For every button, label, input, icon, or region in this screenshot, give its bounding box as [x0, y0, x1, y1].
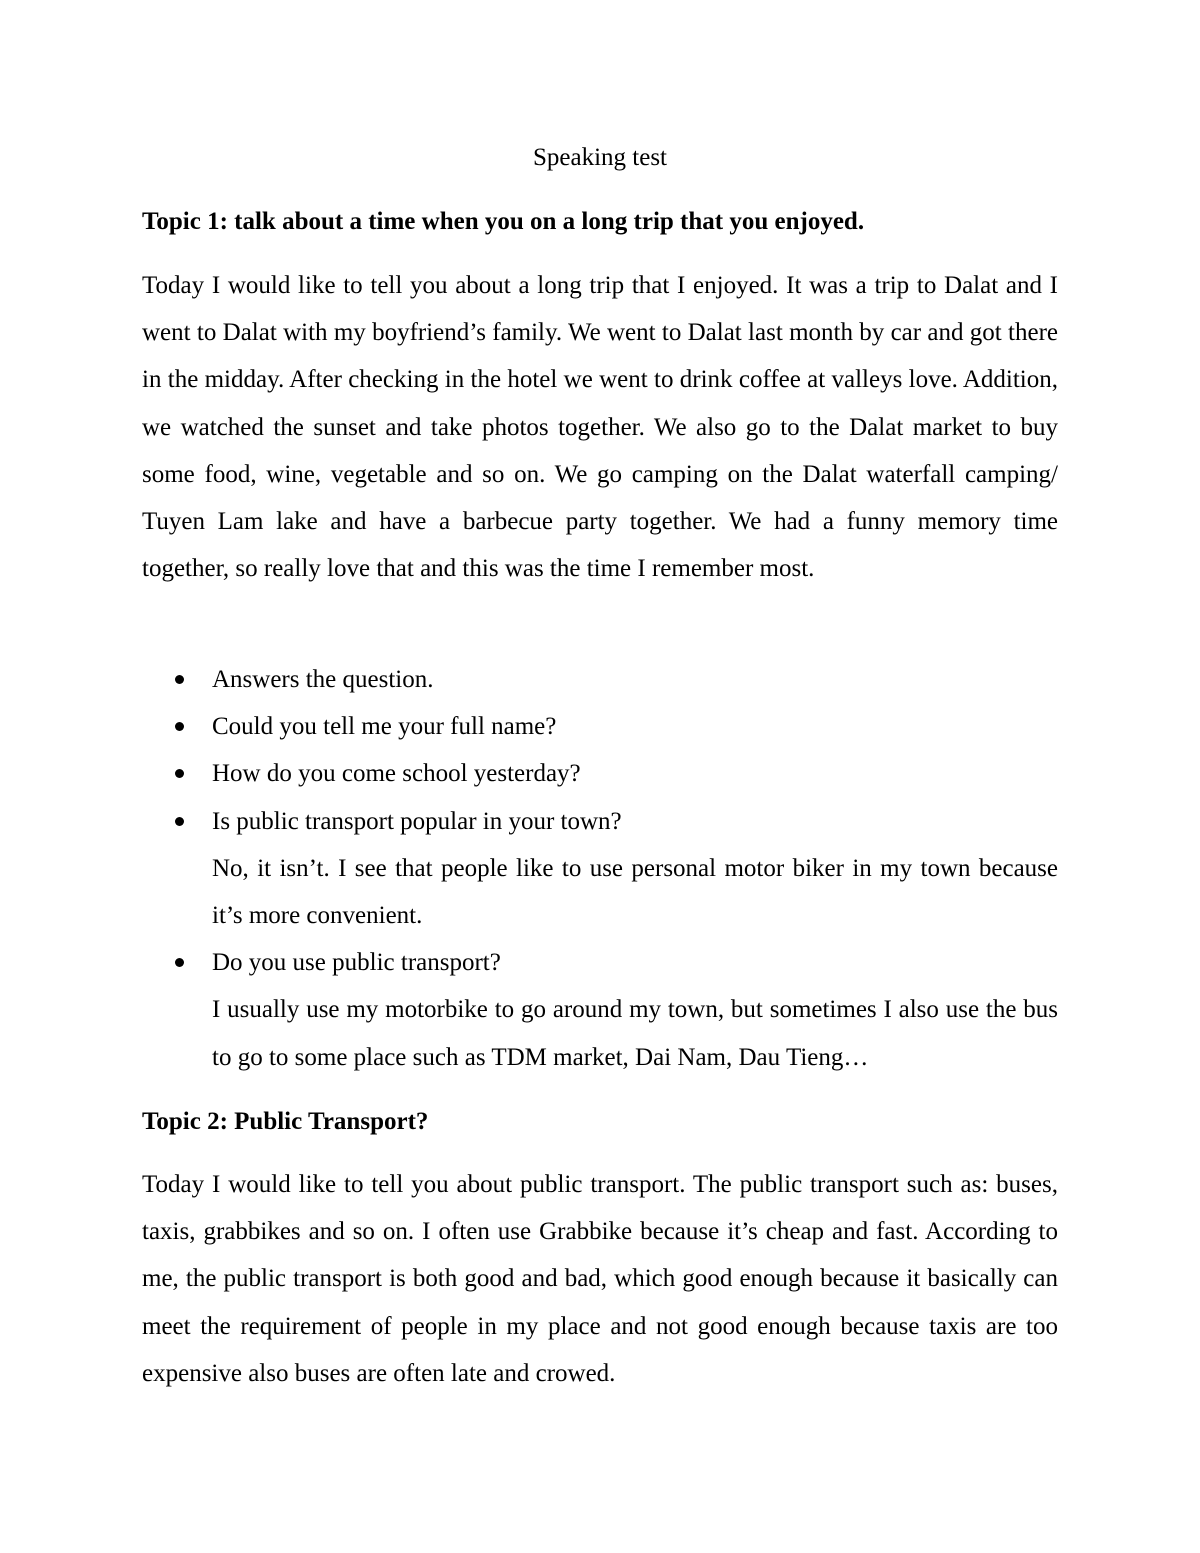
bullet-question: Do you use public transport?	[212, 949, 501, 977]
document-title: Speaking test	[532, 144, 667, 171]
topic-1-body: Today I would like to tell you about a long trip that I enjoyed. It was a trip to Dalat and I went to Dalat with my boyfriend’s family. We went to Dalat last month by car and got there in the midday. After checking in the hotel we went to drink coffee at valleys love. Addition, we watched the sunset and take photos together. We also go to the Dalat market to buy some food, wine, vegetable and so on. We go camping on the Dalat waterfall camping/ Tuyen Lam lake and have a barbecue party together. We had a funny memory time together, so really love that and this was the time I remember most.	[142, 272, 1058, 583]
list-item	[142, 750, 1058, 797]
topic-2-body: Today I would like to tell you about public transport. The public transport such as: buses, taxis, grabbikes and so on. I often use Grabbike because it’s cheap and fast. According to me, the public transport is both good and bad, which good enough because it basically can meet the requirement of people in my place and not good enough because taxis are too expensive also buses are often late and crowed.	[142, 1171, 1058, 1387]
topic-2-heading: Topic 2: Public Transport?	[142, 1108, 429, 1135]
bullet-question: How do you come school yesterday?	[212, 760, 581, 788]
bullet-icon	[175, 769, 184, 778]
topic-1-question-list	[142, 656, 1058, 1081]
bullet-question: Answers the question.	[212, 666, 434, 693]
list-item	[142, 939, 1058, 1081]
bullet-icon	[175, 675, 184, 684]
bullet-question: Is public transport popular in your town?	[212, 807, 622, 835]
list-item	[142, 798, 1058, 940]
bullet-answer: No, it isn’t. I see that people like to use personal motor biker in my town because it’s more convenient.	[212, 854, 1058, 930]
bullet-icon	[175, 958, 184, 967]
list-item	[142, 656, 1058, 703]
bullet-icon	[175, 722, 184, 731]
bullet-answer: I usually use my motorbike to go around my town, but sometimes I also use the bus to go to some place such as TDM market, Dai Nam, Dau Tieng…	[212, 996, 1058, 1071]
bullet-icon	[175, 817, 184, 826]
topic-1-heading: Topic 1: talk about a time when you on a long trip that you enjoyed.	[142, 208, 865, 235]
list-item	[142, 703, 1058, 750]
bullet-question: Could you tell me your full name?	[212, 713, 557, 741]
